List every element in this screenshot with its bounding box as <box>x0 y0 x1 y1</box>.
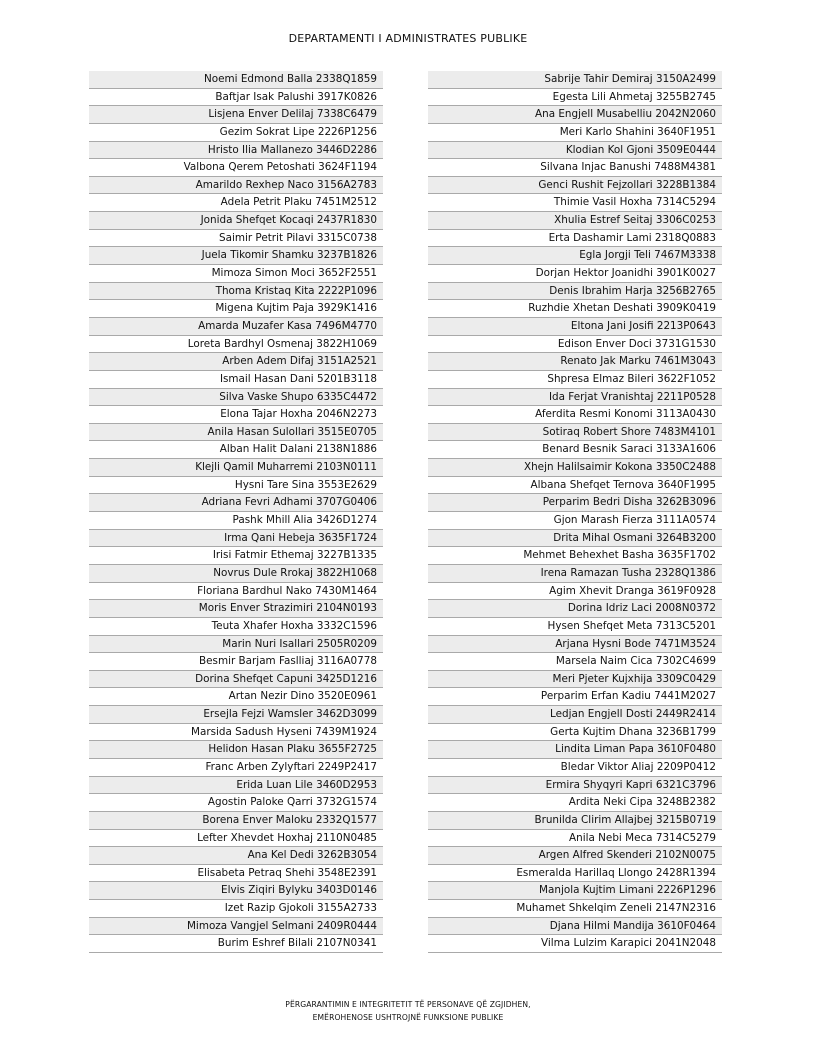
footer-line-2: EMËROHENOSE USHTROJNË FUNKSIONE PUBLIKE <box>312 1013 504 1022</box>
list-item: Sotiraq Robert Shore 7483M4101 <box>428 424 722 442</box>
list-item: Silva Vaske Shupo 6335C4472 <box>89 389 383 407</box>
list-item: Izet Razip Gjokoli 3155A2733 <box>89 900 383 918</box>
list-item: Loreta Bardhyl Osmenaj 3822H1069 <box>89 336 383 354</box>
list-item: Marsela Naim Cica 7302C4699 <box>428 653 722 671</box>
list-item: Mimoza Vangjel Selmani 2409R0444 <box>89 918 383 936</box>
list-item: Helidon Hasan Plaku 3655F2725 <box>89 741 383 759</box>
list-item: Lefter Xhevdet Hoxhaj 2110N0485 <box>89 830 383 848</box>
list-item: Artan Nezir Dino 3520E0961 <box>89 688 383 706</box>
list-item: Irma Qani Hebeja 3635F1724 <box>89 530 383 548</box>
list-item: Silvana Injac Banushi 7488M4381 <box>428 159 722 177</box>
page-title: DEPARTAMENTI I ADMINISTRATES PUBLIKE <box>288 32 528 45</box>
list-item: Agim Xhevit Dranga 3619F0928 <box>428 583 722 601</box>
left-name-column <box>89 71 383 953</box>
list-item: Ida Ferjat Vranishtaj 2211P0528 <box>428 389 722 407</box>
list-item: Drita Mihal Osmani 3264B3200 <box>428 530 722 548</box>
list-item: Mimoza Simon Moci 3652F2551 <box>89 265 383 283</box>
right-name-column <box>428 71 722 953</box>
list-item: Elona Tajar Hoxha 2046N2273 <box>89 406 383 424</box>
list-item: Ardita Neki Cipa 3248B2382 <box>428 794 722 812</box>
list-item: Bledar Viktor Aliaj 2209P0412 <box>428 759 722 777</box>
list-item: Djana Hilmi Mandija 3610F0464 <box>428 918 722 936</box>
list-item: Baftjar Isak Palushi 3917K0826 <box>89 89 383 107</box>
list-item: Egla Jorgji Teli 7467M3338 <box>428 247 722 265</box>
list-item: Edison Enver Doci 3731G1530 <box>428 336 722 354</box>
list-item: Mehmet Behexhet Basha 3635F1702 <box>428 547 722 565</box>
list-item: Alban Halit Dalani 2138N1886 <box>89 441 383 459</box>
list-item: Elisabeta Petraq Shehi 3548E2391 <box>89 865 383 883</box>
list-item: Sabrije Tahir Demiraj 3150A2499 <box>428 71 722 89</box>
list-item: Burim Eshref Bilali 2107N0341 <box>89 935 383 953</box>
list-item: Esmeralda Harillaq Llongo 2428R1394 <box>428 865 722 883</box>
list-item: Benard Besnik Saraci 3133A1606 <box>428 441 722 459</box>
list-item: Lisjena Enver Delilaj 7338C6479 <box>89 106 383 124</box>
list-item: Klejli Qamil Muharremi 2103N0111 <box>89 459 383 477</box>
list-item: Floriana Bardhul Nako 7430M1464 <box>89 583 383 601</box>
list-item: Migena Kujtim Paja 3929K1416 <box>89 300 383 318</box>
list-item: Pashk Mhill Alia 3426D1274 <box>89 512 383 530</box>
list-item: Saimir Petrit Pilavi 3315C0738 <box>89 230 383 248</box>
list-item: Irisi Fatmir Ethemaj 3227B1335 <box>89 547 383 565</box>
list-item: Noemi Edmond Balla 2338Q1859 <box>89 71 383 89</box>
list-item: Perparim Erfan Kadiu 7441M2027 <box>428 688 722 706</box>
list-item: Eltona Jani Josifi 2213P0643 <box>428 318 722 336</box>
list-item: Jonida Shefqet Kocaqi 2437R1830 <box>89 212 383 230</box>
list-item: Hysni Tare Sina 3553E2629 <box>89 477 383 495</box>
list-item: Agostin Paloke Qarri 3732G1574 <box>89 794 383 812</box>
list-item: Ismail Hasan Dani 5201B3118 <box>89 371 383 389</box>
list-item: Gerta Kujtim Dhana 3236B1799 <box>428 724 722 742</box>
list-item: Brunilda Clirim Allajbej 3215B0719 <box>428 812 722 830</box>
list-item: Denis Ibrahim Harja 3256B2765 <box>428 283 722 301</box>
list-item: Novrus Dule Rrokaj 3822H1068 <box>89 565 383 583</box>
list-item: Moris Enver Strazimiri 2104N0193 <box>89 600 383 618</box>
list-item: Thimie Vasil Hoxha 7314C5294 <box>428 194 722 212</box>
list-item: Argen Alfred Skenderi 2102N0075 <box>428 847 722 865</box>
list-item: Ledjan Engjell Dosti 2449R2414 <box>428 706 722 724</box>
list-item: Teuta Xhafer Hoxha 3332C1596 <box>89 618 383 636</box>
list-item: Thoma Kristaq Kita 2222P1096 <box>89 283 383 301</box>
list-item: Klodian Kol Gjoni 3509E0444 <box>428 142 722 160</box>
list-item: Xhejn Halilsaimir Kokona 3350C2488 <box>428 459 722 477</box>
list-item: Gjon Marash Fierza 3111A0574 <box>428 512 722 530</box>
list-item: Genci Rushit Fejzollari 3228B1384 <box>428 177 722 195</box>
list-item: Dorina Shefqet Capuni 3425D1216 <box>89 671 383 689</box>
list-item: Egesta Lili Ahmetaj 3255B2745 <box>428 89 722 107</box>
list-item: Besmir Barjam Faslliaj 3116A0778 <box>89 653 383 671</box>
list-item: Albana Shefqet Ternova 3640F1995 <box>428 477 722 495</box>
list-item: Gezim Sokrat Lipe 2226P1256 <box>89 124 383 142</box>
list-item: Hysen Shefqet Meta 7313C5201 <box>428 618 722 636</box>
list-item: Hristo Ilia Mallanezo 3446D2286 <box>89 142 383 160</box>
list-item: Muhamet Shkelqim Zeneli 2147N2316 <box>428 900 722 918</box>
list-item: Dorina Idriz Laci 2008N0372 <box>428 600 722 618</box>
list-item: Ruzhdie Xhetan Deshati 3909K0419 <box>428 300 722 318</box>
list-item: Manjola Kujtim Limani 2226P1296 <box>428 882 722 900</box>
list-item: Aferdita Resmi Konomi 3113A0430 <box>428 406 722 424</box>
list-item: Amarildo Rexhep Naco 3156A2783 <box>89 177 383 195</box>
list-item: Shpresa Elmaz Bileri 3622F1052 <box>428 371 722 389</box>
list-item: Ana Kel Dedi 3262B3054 <box>89 847 383 865</box>
list-item: Anila Hasan Sulollari 3515E0705 <box>89 424 383 442</box>
list-item: Renato Jak Marku 7461M3043 <box>428 353 722 371</box>
list-item: Elvis Ziqiri Bylyku 3403D0146 <box>89 882 383 900</box>
list-item: Marin Nuri Isallari 2505R0209 <box>89 636 383 654</box>
list-item: Dorjan Hektor Joanidhi 3901K0027 <box>428 265 722 283</box>
list-item: Anila Nebi Meca 7314C5279 <box>428 830 722 848</box>
list-item: Adela Petrit Plaku 7451M2512 <box>89 194 383 212</box>
list-item: Vilma Lulzim Karapici 2041N2048 <box>428 935 722 953</box>
list-item: Erida Luan Lile 3460D2953 <box>89 777 383 795</box>
list-item: Marsida Sadush Hyseni 7439M1924 <box>89 724 383 742</box>
list-item: Erta Dashamir Lami 2318Q0883 <box>428 230 722 248</box>
list-item: Meri Pjeter Kujxhija 3309C0429 <box>428 671 722 689</box>
list-item: Ersejla Fejzi Wamsler 3462D3099 <box>89 706 383 724</box>
footer-line-1: PËRGARANTIMIN E INTEGRITETIT TË PERSONAVE QË ZGJIDHEN, <box>285 1000 531 1009</box>
list-item: Meri Karlo Shahini 3640F1951 <box>428 124 722 142</box>
page-footer <box>0 998 816 1024</box>
list-item: Valbona Qerem Petoshati 3624F1194 <box>89 159 383 177</box>
list-item: Perparim Bedri Disha 3262B3096 <box>428 494 722 512</box>
list-item: Arjana Hysni Bode 7471M3524 <box>428 636 722 654</box>
list-item: Xhulia Estref Seitaj 3306C0253 <box>428 212 722 230</box>
list-item: Arben Adem Difaj 3151A2521 <box>89 353 383 371</box>
list-item: Ana Engjell Musabelliu 2042N2060 <box>428 106 722 124</box>
list-item: Amarda Muzafer Kasa 7496M4770 <box>89 318 383 336</box>
list-item: Irena Ramazan Tusha 2328Q1386 <box>428 565 722 583</box>
list-item: Ermira Shyqyri Kapri 6321C3796 <box>428 777 722 795</box>
list-item: Franc Arben Zylyftari 2249P2417 <box>89 759 383 777</box>
list-item: Juela Tikomir Shamku 3237B1826 <box>89 247 383 265</box>
list-item: Adriana Fevri Adhami 3707G0406 <box>89 494 383 512</box>
list-item: Borena Enver Maloku 2332Q1577 <box>89 812 383 830</box>
list-item: Lindita Liman Papa 3610F0480 <box>428 741 722 759</box>
